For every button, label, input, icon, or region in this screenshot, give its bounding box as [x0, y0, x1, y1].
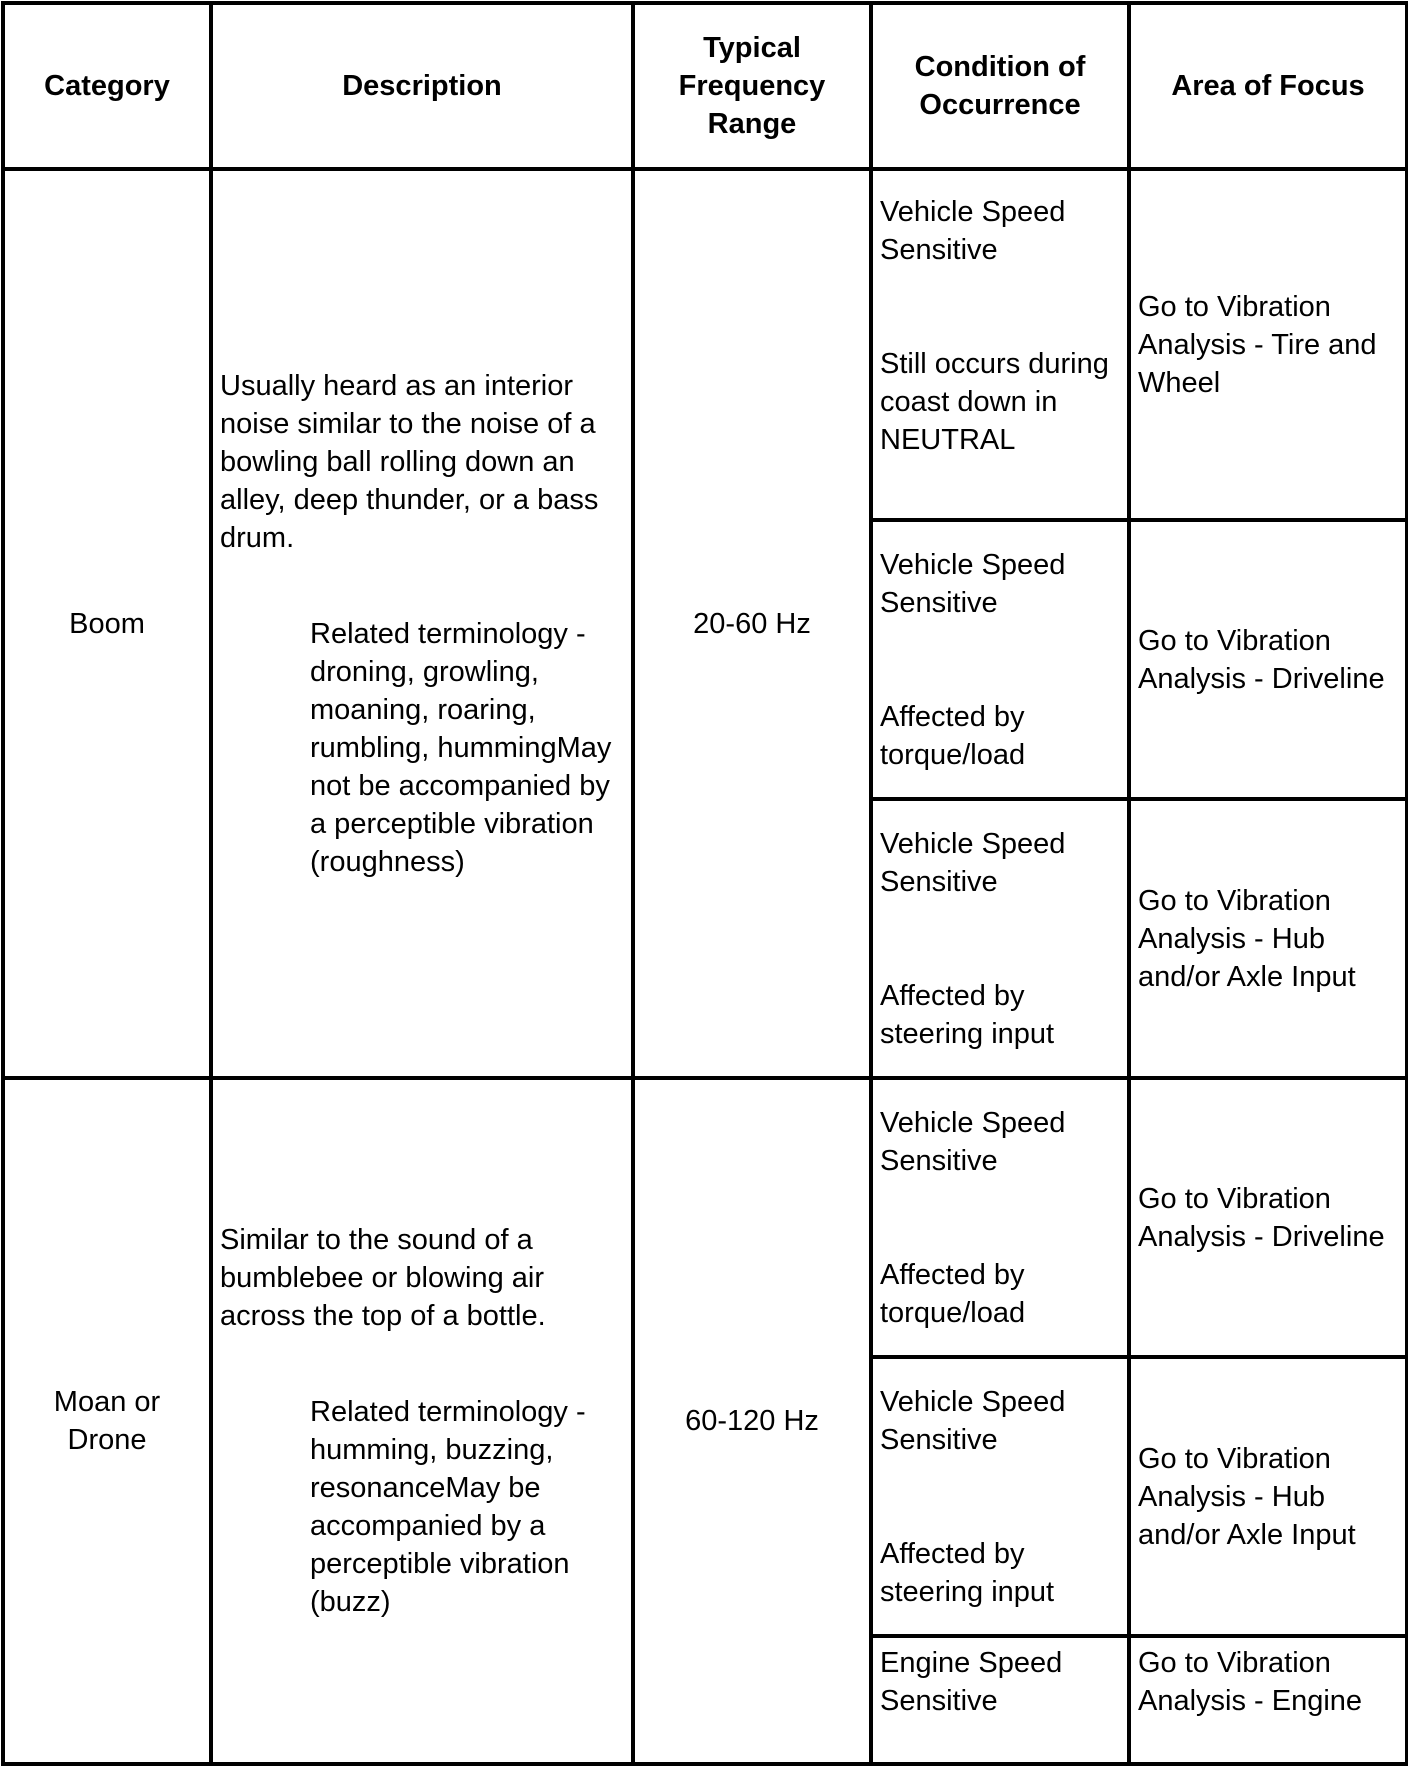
condition-secondary: Affected by torque/load [880, 700, 1026, 771]
condition-secondary: Affected by torque/load [880, 1258, 1026, 1329]
condition-primary: Vehicle Speed Sensitive [880, 1385, 1066, 1456]
header-area: Area of Focus [1129, 3, 1407, 169]
description-text: Similar to the sound of a bumblebee or blowing air across the top of a bottle. [220, 1224, 546, 1332]
condition-cell [871, 169, 1129, 520]
condition-cell [871, 1357, 1129, 1636]
area-cell: Go to Vibration Analysis - Tire and Wheel [1129, 169, 1407, 520]
condition-primary: Vehicle Speed Sensitive [880, 195, 1066, 266]
condition-primary: Vehicle Speed Sensitive [880, 827, 1066, 898]
table-row [3, 169, 1407, 520]
header-frequency: Typical Frequency Range [633, 3, 871, 169]
terminology-text: Related terminology - droning, growling, moaning, roaring, rumbling, hummingMay not be accompanied by a perceptible vibration (roughness) [310, 617, 612, 878]
description-cell [211, 169, 633, 1078]
condition-secondary: Still occurs during coast down in NEUTRAL [880, 347, 1109, 456]
condition-cell [871, 799, 1129, 1078]
frequency-cell: 60-120 Hz [633, 1078, 871, 1764]
condition-cell [871, 520, 1129, 799]
frequency-cell: 20-60 Hz [633, 169, 871, 1078]
area-cell: Go to Vibration Analysis - Hub and/or Axle Input [1129, 799, 1407, 1078]
category-cell: Boom [3, 169, 211, 1078]
table-row [3, 1078, 1407, 1357]
condition-cell [871, 1636, 1129, 1764]
category-cell: Moan or Drone [3, 1078, 211, 1764]
description-text: Usually heard as an interior noise similar to the noise of a bowling ball rolling down an alley, deep thunder, or a bass drum. [220, 369, 599, 554]
area-cell: Go to Vibration Analysis - Engine [1129, 1636, 1407, 1764]
terminology-text: Related terminology - humming, buzzing, resonanceMay be accompanied by a perceptible vibration (buzz) [310, 1396, 586, 1618]
area-cell: Go to Vibration Analysis - Driveline [1129, 520, 1407, 799]
area-cell: Go to Vibration Analysis - Hub and/or Axle Input [1129, 1357, 1407, 1636]
noise-diagnosis-table [1, 1, 1408, 1766]
header-description: Description [211, 3, 633, 169]
condition-primary: Vehicle Speed Sensitive [880, 548, 1066, 619]
condition-primary: Vehicle Speed Sensitive [880, 1106, 1066, 1177]
condition-secondary: Affected by steering input [880, 979, 1055, 1050]
header-row [3, 3, 1407, 169]
header-category: Category [3, 3, 211, 169]
header-condition: Condition of Occurrence [871, 3, 1129, 169]
condition-cell [871, 1078, 1129, 1357]
condition-secondary: Affected by steering input [880, 1537, 1055, 1608]
description-cell [211, 1078, 633, 1764]
area-cell: Go to Vibration Analysis - Driveline [1129, 1078, 1407, 1357]
condition-primary: Engine Speed Sensitive [880, 1647, 1063, 1717]
